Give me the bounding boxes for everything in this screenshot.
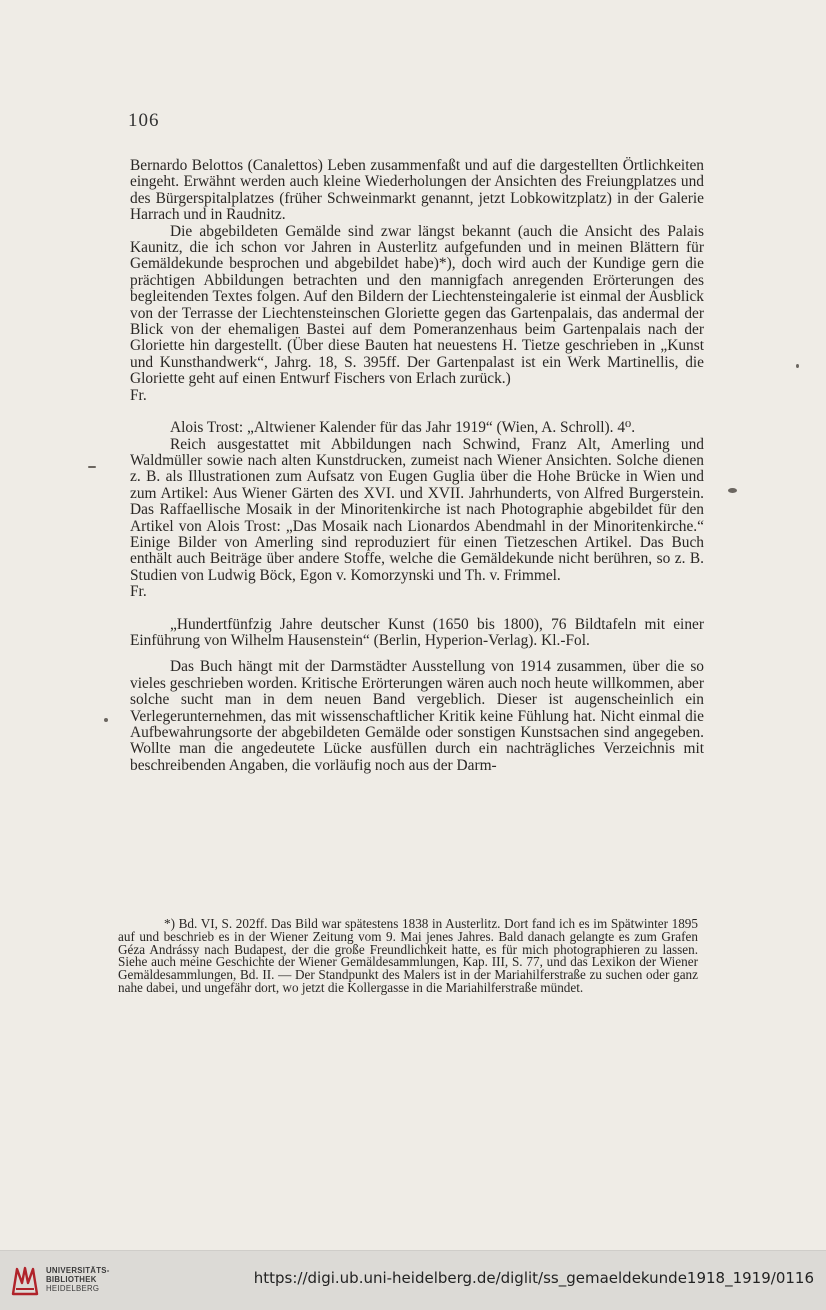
- viewer-footer: [0, 1250, 826, 1310]
- review-heading-hausenstein: „Hundertfünfzig Jahre deutscher Kunst (1650 bis 1800), 76 Bildtafeln mit einer Einführung von Wilhelm Hausenstein“ (Berlin, Hyperion-Verlag). Kl.-Fol.: [130, 615, 704, 649]
- ink-speck: [104, 718, 108, 722]
- review-heading-trost: Alois Trost: „Altwiener Kalender für das Jahr 1919“ (Wien, A. Schroll). 4⁰.: [170, 419, 636, 437]
- paragraph-gemaelde: Die abgebildeten Gemälde sind zwar längst bekannt (auch die Ansicht des Palais Kaunitz, die ich schon vor Jahren in Austerlitz aufgefunden und in meinen Blättern für Gemäldekunde besprochen und abgebildet habe)*), doch wird auch der Kundige gern die prächtigen Abbildungen betrachten und den mannigfach anregenden Erörterungen des begleitenden Textes folgen. Auf den Bildern der Liechtensteingalerie ist einmal der Ausblick von der Terrasse der Liechtensteinschen Gloriette gegen das Gartenpalais, das andermal der Blick von der ehemaligen Bastei auf dem Pomeranzenhaus beim Gartenpalais nach der Gloriette hin dargestellt. (Über diese Bauten hat neuestens H. Tietze geschrieben in „Kunst und Kunsthandwerk“, Jahrg. 18, S. 395ff. Der Gartenpalast ist ein Werk Martinellis, die Gloriette geht auf einen Entwurf Fischers von Erlach zurück.): [130, 222, 704, 388]
- ink-speck: [796, 364, 799, 368]
- university-seal-icon: [10, 1265, 40, 1297]
- page-number: 106: [128, 110, 160, 131]
- library-logo-text: UNIVERSITÄTS- BIBLIOTHEK HEIDELBERG: [46, 1266, 110, 1293]
- ink-speck: [728, 488, 737, 493]
- signature-fr: Fr.: [130, 386, 147, 404]
- footnote: [118, 918, 698, 995]
- permalink-url[interactable]: https://digi.ub.uni-heidelberg.de/diglit/ss_gemaeldekunde1918_1919/0116: [253, 1269, 814, 1287]
- paragraph-belotto-continued: Bernardo Belottos (Canalettos) Leben zusammenfaßt und auf die dargestellten Örtlichkeiten eingeht. Erwähnt werden auch kleine Wiederholungen der Ansichten des Freiungplatzes und des Bürgerspitalplatzes (früher Schweinmarkt genannt, jetzt Lobkowitzplatz) in der Galerie Harrach und in Raudnitz.: [130, 157, 704, 224]
- paragraph-hausenstein-review: Das Buch hängt mit der Darmstädter Ausstellung von 1914 zusammen, über die so vieles geschrieben worden. Kritische Erörterungen wären auch noch heute willkommen, aber solche sucht man in dem neuen Band vergeblich. Dieser ist augenscheinlich ein Verlegerunternehmen, das mit wissenschaftlicher Kritik keine Fühlung hat. Nicht einmal die Aufbewahrungsorte der abgebildeten Gemälde oder sonstigen Kunstsachen sind angegeben. Wollte man die angedeutete Lücke ausfüllen durch ein nachträgliches Verzeichnis mit beschreibenden Angaben, die vorläufig noch aus der Darm-: [130, 658, 704, 774]
- body-text: [130, 158, 704, 774]
- footnote-text: *) Bd. VI, S. 202ff. Das Bild war spätestens 1838 in Austerlitz. Dort fand ich es im Spätwinter 1895 auf und beschrieb es in der Wiener Zeitung vom 9. Mai jenes Jahres. Bald danach gelangte es zum Grafen Géza Andrássy nach Budapest, der die große Freundlichkeit hatte, es für mich photographieren zu lassen. Siehe auch meine Geschichte der Wiener Gemäldesammlungen, Kap. III, S. 77, und das Lexikon der Wiener Gemäldesammlungen, Bd. II. — Der Standpunkt des Malers ist in der Mariahilferstraße zu suchen oder ganz nahe dabei, und ungefähr dort, wo jetzt die Kollergasse in die Mariahilferstraße mündet.: [118, 916, 698, 995]
- ink-speck: [88, 466, 96, 468]
- signature-fr: Fr.: [130, 583, 147, 601]
- paragraph-trost-review: Reich ausgestattet mit Abbildungen nach Schwind, Franz Alt, Amerling und Waldmüller sowie nach alten Kunstdrucken, zumeist nach Wiener Ansichten. Solche dienen z. B. als Illustrationen zum Aufsatz von Eugen Guglia über die Hohe Brücke in Wien und zum Artikel: Aus Wiener Gärten des XVI. und XVII. Jahrhunderts, von Alfred Burgerstein. Das Raffaellische Mosaik in der Minoritenkirche ist nach Photographie abgebildet für den Artikel von Alois Trost: „Das Mosaik nach Lionardos Abendmahl in der Minoritenkirche.“ Einige Bilder von Amerling sind reproduziert für einen Tietzeschen Artikel. Das Buch enthält auch Beiträge über andere Stoffe, welche die Gemäldekunde nicht berühren, so z. B. Studien von Ludwig Böck, Egon v. Komorzynski und Th. v. Frimmel.: [130, 435, 704, 584]
